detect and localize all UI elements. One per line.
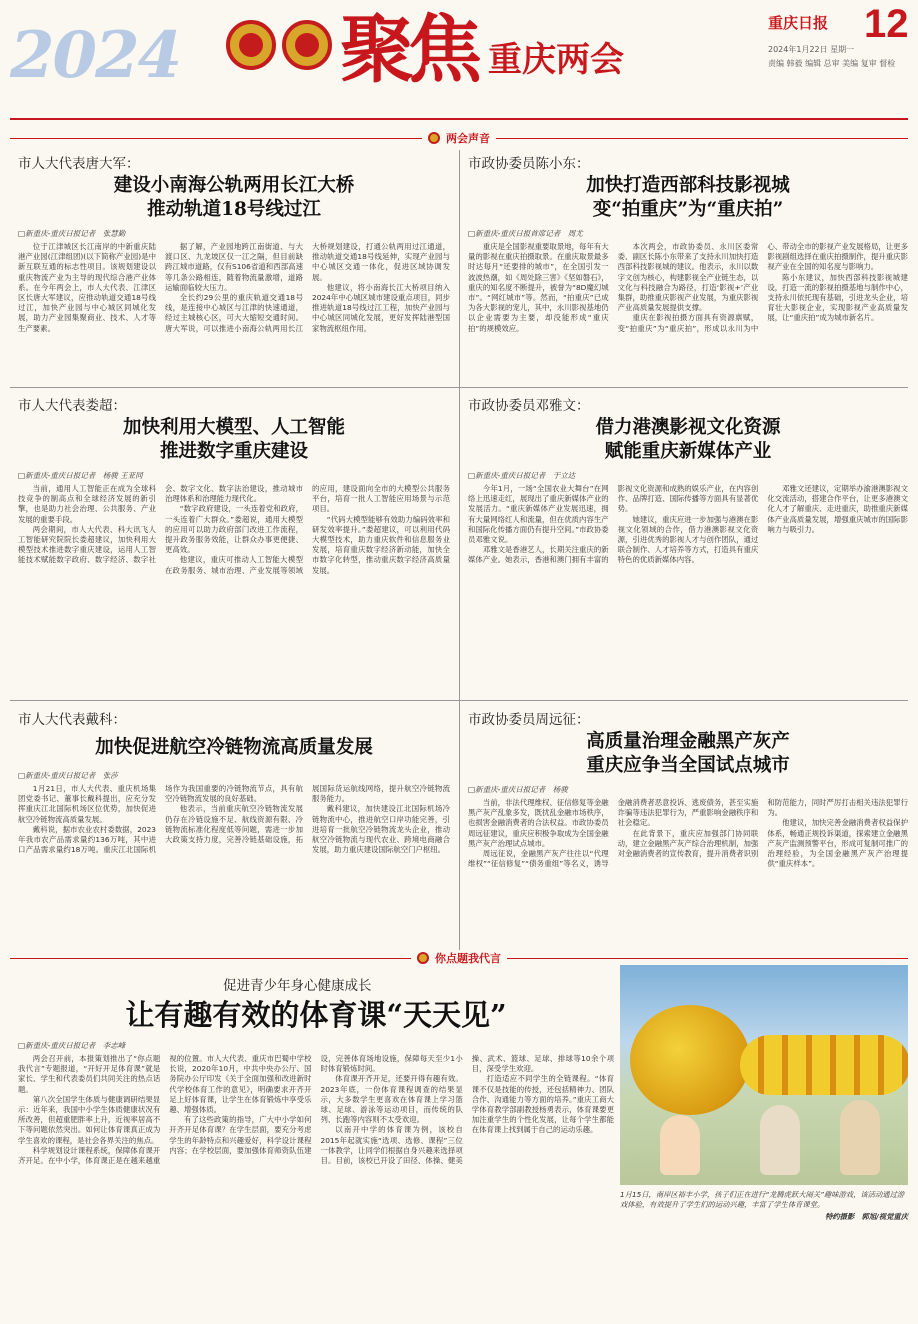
masthead (0, 0, 918, 118)
article-kicker: 市人大代表娄超： (18, 398, 126, 414)
newspaper-logo: 重庆日报 (768, 14, 829, 32)
year-logo: 2024 (10, 18, 181, 93)
dragon-head-icon (630, 1005, 750, 1115)
article-kicker: 促进青少年身心健康成长 (223, 978, 372, 994)
article-byline: □新重庆-重庆日报记者 于立达 (468, 471, 576, 480)
article-headline-line2: 变“拍重庆”为“重庆拍” (592, 199, 784, 220)
row-divider (10, 387, 908, 388)
article-kicker: 市政协委员陈小东： (468, 156, 590, 172)
article-kicker: 市人大代表戴科： (18, 712, 126, 728)
masthead-rule (10, 118, 908, 120)
article-headline-line1: 加快促进航空冷链物流高质量发展 (95, 737, 373, 758)
photo-credit: 特约摄影 郭旭/视觉重庆 (825, 1212, 908, 1221)
article-body: 当前，通用人工智能正在成为全球科技竞争的制高点和全球经济发展的新引擎，也是助力社会治理、公共服务、产业发展的重要手段。 两会期间，市人大代表、科大讯飞人工智能研究院院长娄超建议，加快利用大模型技术推进数字重庆建设，运用人工智能技术赋能数字政府、数字经济、数字社会、数字文化、数字法治建设，推动城市治理体系和治理能力现代化。 “数字政府建设，一头连着党和政府，一头连着广大群众。”娄超说，通用大模型的应用可以助力政府部门改进工作流程，提升政务服务效能，让群众办事更便捷、更高效。 他建议，重庆可推动人工智能大模型在政务服务、城市治理、产业发展等领域的应用，建设面向全市的大模型公共服务平台，培育一批人工智能应用场景与示范项目。 “代码大模型能够有效助力编码效率和研发效率提升。”娄超建议，可以利用代码大模型技术，助力重庆软件和信息服务业发展，培育重庆数字经济新动能，加快全市数字化转型，推动重庆数字经济高质量发展。 (18, 484, 450, 575)
masthead-title-main: 聚焦 (340, 7, 476, 93)
article-headline-line1: 借力港澳影视文化资源 (595, 417, 781, 438)
child-figure-icon (840, 1100, 880, 1175)
article-headline-line2: 重庆应争当全国试点城市 (586, 755, 790, 776)
child-figure-icon (760, 1105, 800, 1175)
article-headline-line2: 推进数字重庆建设 (159, 441, 308, 462)
article-zhouyuanzheng (468, 708, 908, 950)
article-headline-line2: 赋能重庆新媒体产业 (604, 441, 772, 462)
article-body: 当前，非法代理维权、征信修复等金融黑产灰产乱象多发，既扰乱金融市场秩序，也损害金融消费者的合法权益。市政协委员周远征建议，重庆应积极争取成为全国金融黑产灰产治理试点城市。 周远征说，金融黑产灰产往往以“代理维权”“征信修复”“债务重组”等名义，诱导金融消费者恶意投诉、逃废债务，甚至实施诈骗等违法犯罪行为，严重影响金融秩序和社会稳定。 在此背景下，重庆应加强部门协同联动，建立金融黑产灰产综合治理机制，加强对金融消费者的宣传教育，提升消费者识别和防范能力，同时严厉打击相关违法犯罪行为。 他建议，加快完善金融消费者权益保护体系，畅通正规投诉渠道，探索建立金融黑产灰产监测预警平台，形成可复制可推广的治理经验，为全国金融黑产灰产治理提供“重庆样本”。 (468, 798, 908, 869)
section-title: 你点题我代言 (435, 952, 501, 965)
issue-date: 2024年1月22日 星期一 (768, 45, 855, 54)
article-byline: □新重庆-重庆日报记者 张慧勤 (18, 229, 126, 238)
national-emblem-icon (226, 20, 276, 70)
article-kicker: 市政协委员邓雅文： (468, 398, 590, 414)
page-number: 12 (864, 2, 909, 46)
article-body: 今年1月，一场“全国农业大舞台”在网络上迅速走红，展现出了重庆新媒体产业的发展活力。“重庆新媒体产业发展迅速，拥有大量网络红人和流量，但在优质内容生产和国际化传播方面仍有提升空间。”市政协委员邓雅文说。 邓雅文是香港艺人，长期关注重庆的新媒体产业。她表示，香港和澳门拥有丰富的影视文化资源和成熟的娱乐产业，在内容创作、品牌打造、国际传播等方面具有显著优势。 她建议，重庆应进一步加强与港澳在影视文化领域的合作，借力港澳影视文化资源，引进优秀的影视人才与创作团队，通过联合制作、人才培养等方式，打造具有重庆特色的优质新媒体内容。 邓雅文还建议，定期举办渝港澳影视文化交流活动，搭建合作平台，让更多港澳文化人才了解重庆、走进重庆，助推重庆新媒体产业高质量发展，增强重庆城市的国际影响力与吸引力。 (468, 484, 908, 565)
article-kicker: 市政协委员周远征： (468, 712, 590, 728)
article-byline: □新重庆-重庆日报记者 张莎 (18, 771, 118, 780)
article-body: 两会召开前，本报策划推出了“你点题我代言”专题报道，“开好开足体育课”就是家长、学生和代表委员们共同关注的热点话题。 第八次全国学生体质与健康调研结果显示：近年来，我国中小学生体质健康状况有所改善，但超重肥胖率上升，近视率居高不下等问题依然突出。如何让体育课真正成为学生喜欢的课程，是社会各界关注的焦点。 科学规划设计课程系统，保障体育课开齐开足。在中小学，体育课正是在越来越重视的位置。市人大代表、重庆市巴蜀中学校长说，2020年10月，中共中央办公厅、国务院办公厅印发《关于全面加强和改进新时代学校体育工作的意见》，明确要求开齐开足上好体育课，让学生在体育锻炼中享受乐趣、增强体质。 有了这些政策的指导，广大中小学如何开齐开足体育课？在学生层面，要充分考虑学生的年龄特点和兴趣爱好，科学设计课程内容；在学校层面，要加强体育师资队伍建设，完善体育场地设施，保障每天至少1小时体育锻炼时间。 体育课开齐开足，还要开得有趣有效。2023年底，一份体育课程调查的结果显示，大多数学生更喜欢在体育课上学习篮球、足球、游泳等运动项目，而传统的队列、长跑等内容则不太受欢迎。 以南开中学的体育课为例，该校自2015年起就实施“选项、选修、课程”三位一体教学，让同学们根据自身兴趣来选择项目。目前，该校已开设了田径、体操、健美操、武术、篮球、足球、排球等10余个项目，深受学生欢迎。 打造适应不同学生的全链课程。“体育课不仅是技能的传授，还包括精神力、团队合作、沟通能力等方面的培养。”重庆工商大学体育教学部副教授杨勇表示，体育课要更加注重学生的个性化发展，让每个学生都能在体育课上找到属于自己的运动乐趣。 (18, 1054, 614, 1166)
article-kicker: 市人大代表唐大军： (18, 156, 140, 172)
article-headline-line2: 推动轨道18号线过江 (147, 199, 321, 220)
article-headline-line1: 建设小南海公轨两用长江大桥 (113, 175, 355, 196)
editor-credits: 责编 韩毅 编辑 总审 美编 复审 督检 (768, 59, 896, 68)
photo-caption (620, 1190, 908, 1222)
emblem-icon (428, 132, 440, 144)
section-tag-top (10, 130, 908, 146)
article-body: 位于江津城区长江南岸的中新重庆陆港产业园(江津组团)(以下简称产业园)是中新互联互通的标志性项目。该规划建设以重庆物流产业为主导的现代综合港产业体系。在今年两会上，市人大代表、江津区区长唐大军建议，应推动轨道交通18号线过江，加快产业园与中心城区同城化发展，助力产业园集聚商业、技术、人才等生产要素。 据了解，产业园地跨江南街道、与大渡口区、九龙坡区仅一江之隔，但目前缺跨江城市道路，仅有S106省道和西部高速等几条公路相连，随着物流量激增，道路运输面临较大压力。 全长约29公里的重庆轨道交通18号线，是连接中心城区与江津的快速通道，经过主城核心区，可大大缩短交通时间。唐大军说，可以推进小南海公轨两用长江大桥规划建设，打通公轨两用过江通道，推动轨道交通18号线延伸，实现产业园与中心城区交通一体化，促进区域协调发展。 他建议，将小南海长江大桥项目纳入2024年中心城区城市建设重点项目，同步推进轨道18号线过江工程，加快产业园与中心城区同城化发展，更好发挥陆港型国家物流枢纽作用。 (18, 242, 450, 333)
article-byline: □新重庆-重庆日报首席记者 周尤 (468, 229, 583, 238)
article-byline: □新重庆-重庆日报记者 李志峰 (18, 1041, 126, 1050)
emblem-icon (417, 952, 429, 964)
article-tangdajun (18, 152, 450, 382)
section-title: 两会声音 (446, 132, 490, 145)
article-byline: □新重庆-重庆日报记者 杨骏 王亚同 (18, 471, 143, 480)
article-sports-class (18, 974, 614, 1314)
article-body: 重庆是全国影视重要取景地，每年有大量的影视在重庆拍摄取景。在重庆取景最多时达每月“还要排的城市”，在全国引发一波波热潮，如《周处除三害》《坚如磐石》，重庆的知名度不断提升，被誉为“8D魔幻城市”。“网红城市”等。然而，“拍重庆”已成为各大影视的宠儿，其中，永川影视基地仍以企业需要为主要，却没能形成“重庆拍”的规模效应。 本次两会，市政协委员、永川区委常委、副区长陈小东带来了支持永川加快打造西部科技影视城的建议。他表示，永川以数字文创为核心，构建影视全产业链生态，以文化与科技融合为路径，打造‘影视+’产业集群，助推重庆影视产业发展，为重庆影视产业高质量发展提供支撑。 重庆在影视拍摄方面具有资源禀赋，变“拍重庆”为“重庆拍”，形成以永川为中心、带动全市的影视产业发展格局，让更多影视剧组选择在重庆拍摄制作，提升重庆影视产业在全国的知名度与影响力。 陈小东建议，加快西部科技影视城建设，打造一流的影视拍摄基地与制作中心，支持永川依托现有基础，引进龙头企业，培育壮大影视企业，实现影视产业高质量发展，让“重庆拍”成为城市新名片。 (468, 242, 908, 333)
article-dengyawen (468, 394, 908, 694)
article-chenxiaodong (468, 152, 908, 382)
article-headline-line1: 高质量治理金融黑产灰产 (586, 731, 790, 752)
article-louchao (18, 394, 450, 694)
article-headline-line1: 加快打造西部科技影视城 (586, 175, 790, 196)
article-headline: 让有趣有效的体育课“天天见” (125, 998, 507, 1032)
article-headline-line1: 加快利用大模型、人工智能 (122, 417, 345, 438)
row-divider (10, 700, 908, 701)
article-body: 1月21日，市人大代表、重庆机场集团党委书记、董事长戴科提出，应充分发挥重庆江北国际机场区位优势，加快促进航空冷链物流高质量发展。 戴科说，据市农业农村委数据，2023年我市农产品需求量约136万吨，其中进口产品需求量约18万吨。重庆江北国际机场作为我国重要的冷链物流节点，具有航空冷链物流发展的良好基础。 他表示，当前重庆航空冷链物流发展仍存在冷链设施不足、航线资源有限、冷链物流标准化程度低等问题，需进一步加大政策支持力度，完善冷链基础设施，拓展国际货运航线网络，提升航空冷链物流服务能力。 戴科建议，加快建设江北国际机场冷链物流中心，推进航空口岸功能完善，引进培育一批航空冷链物流龙头企业，推动航空冷链物流与现代农业、跨境电商融合发展，助力重庆建设国际航空门户枢纽。 (18, 784, 450, 855)
cppcc-emblem-icon (282, 20, 332, 70)
column-divider (459, 150, 460, 950)
child-figure-icon (660, 1115, 700, 1175)
article-daike (18, 708, 450, 950)
section-tag-bottom (10, 950, 908, 966)
dragon-body-icon (740, 1035, 908, 1095)
dragon-dance-photo (620, 965, 908, 1185)
masthead-title-sub: 重庆两会 (488, 40, 624, 80)
article-byline: □新重庆-重庆日报记者 杨骏 (468, 785, 568, 794)
caption-text: 1月15日，南岸区裕丰小学，孩子们正在进行“龙腾虎跃大闹关”趣味游戏，该活动通过游戏体验，有效提升了学生们的运动兴趣，丰富了学生体育课堂。 (620, 1190, 905, 1209)
